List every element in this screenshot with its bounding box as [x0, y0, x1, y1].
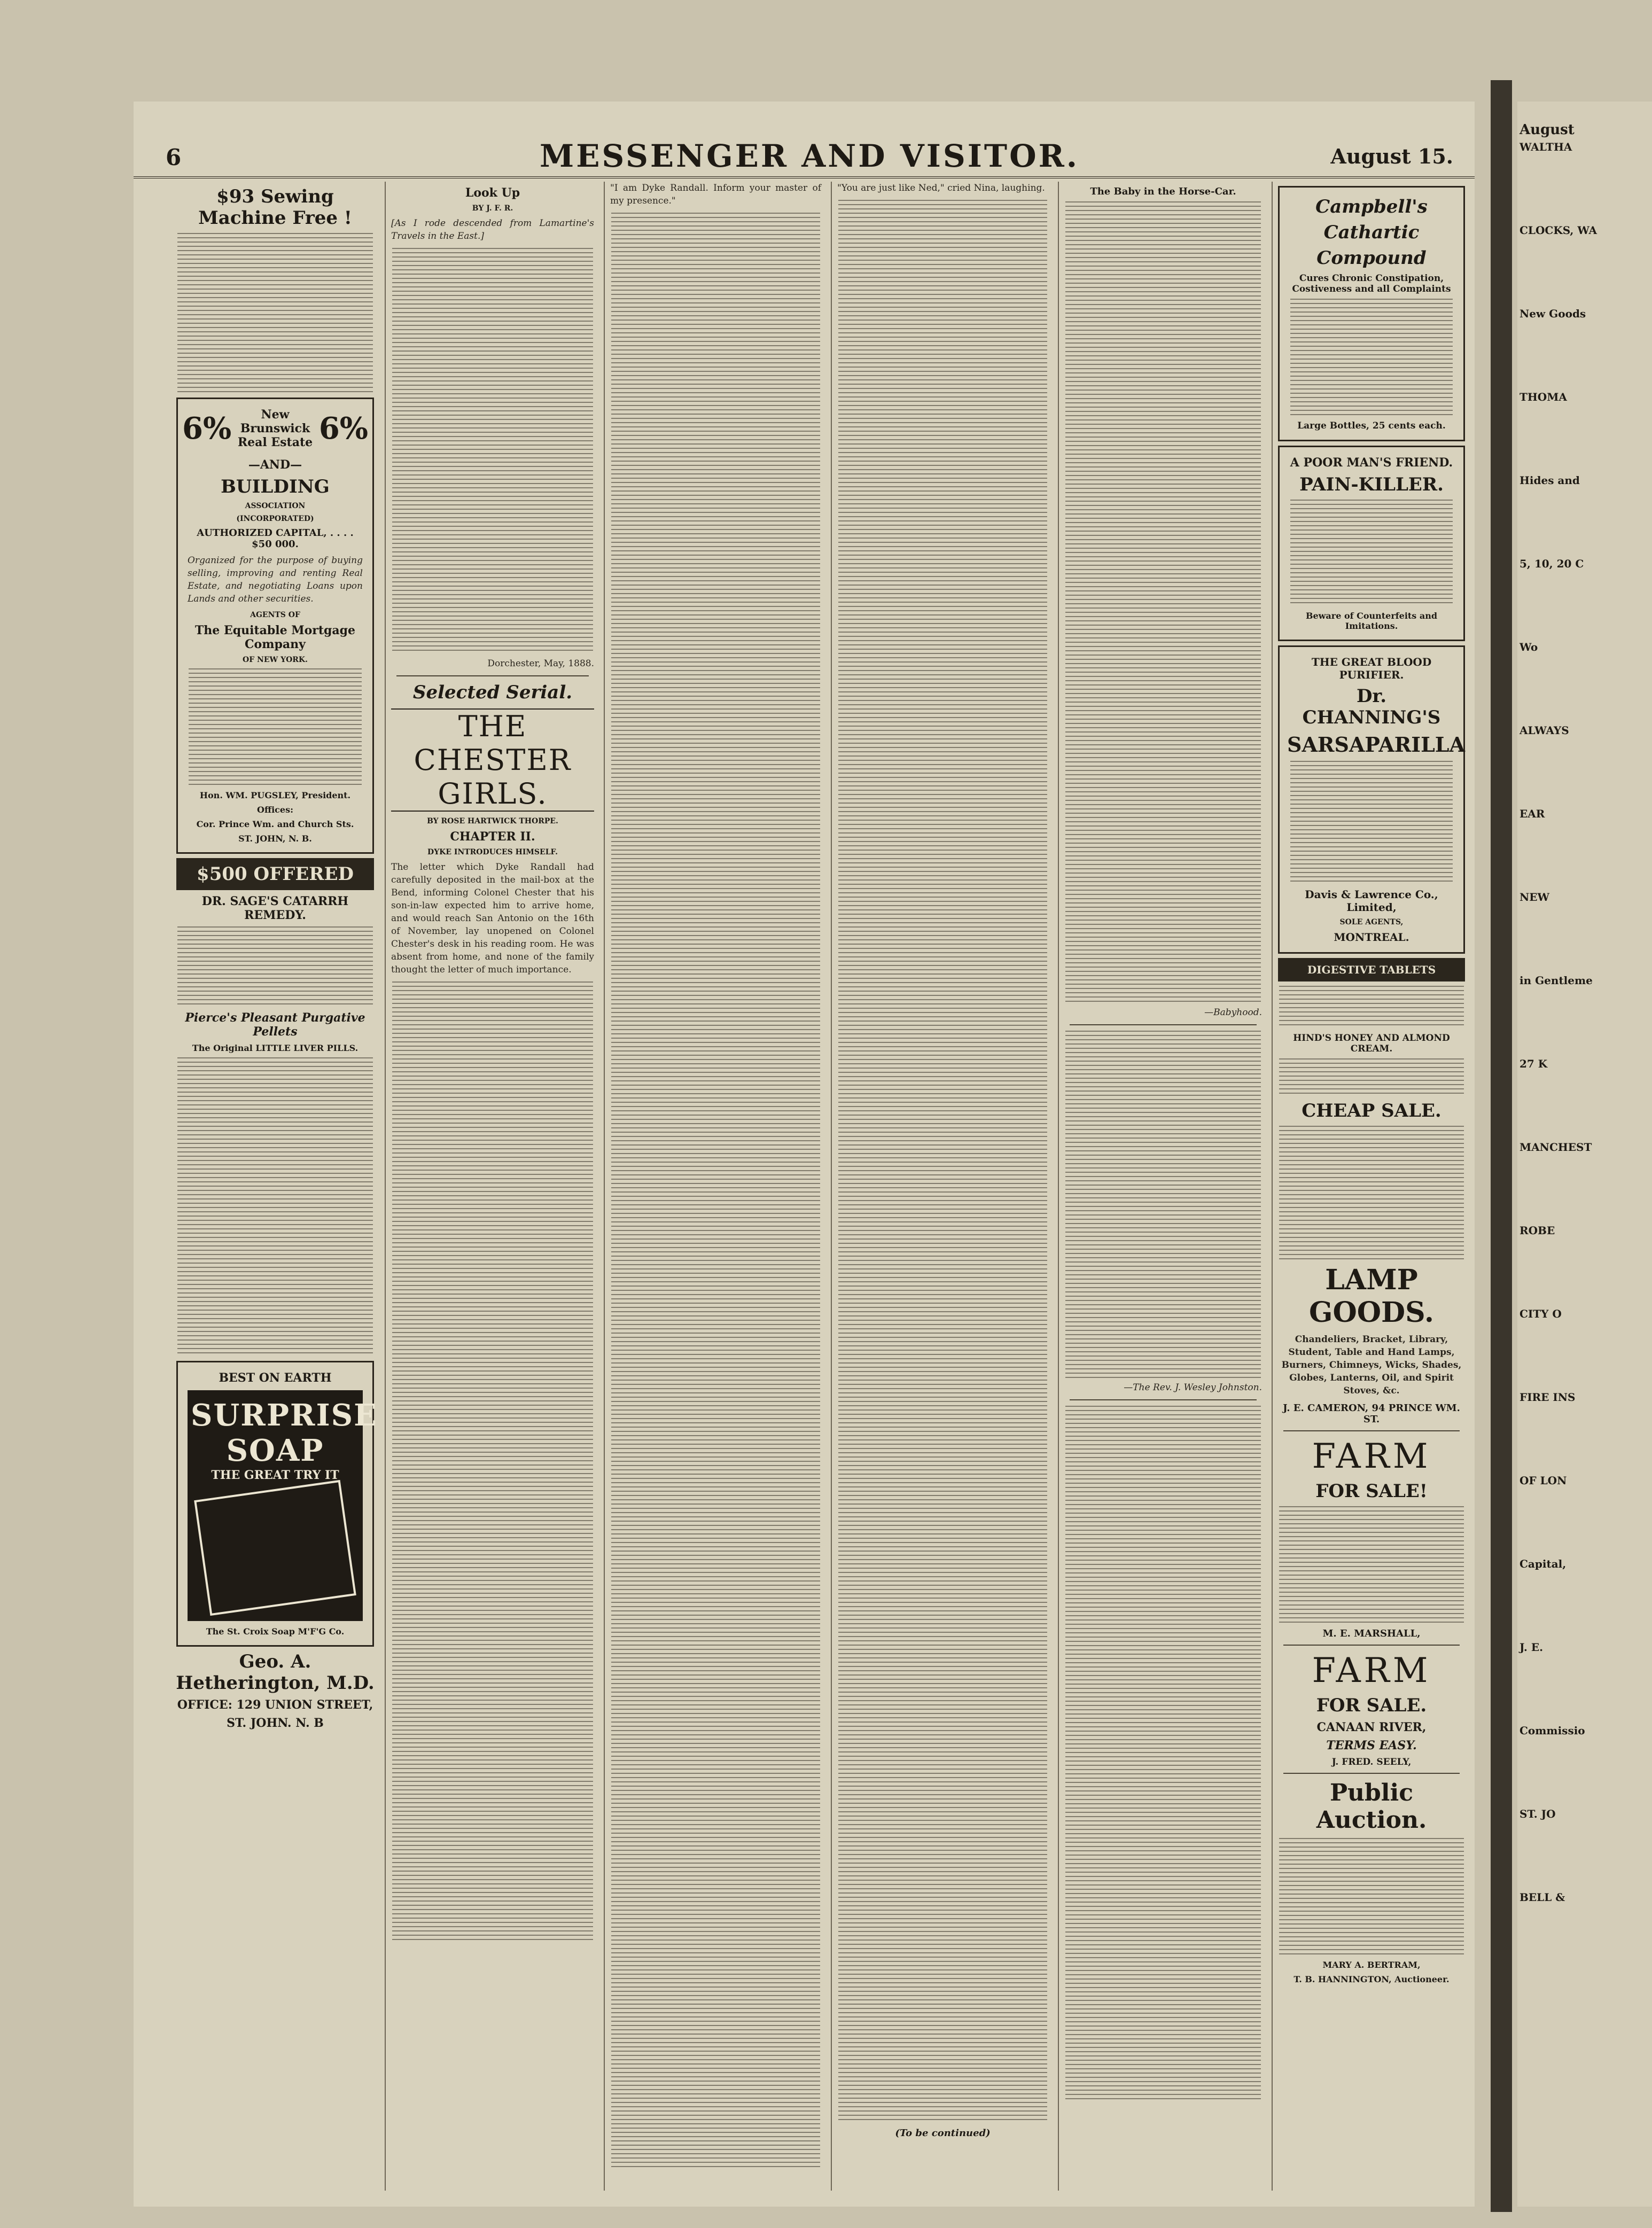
re-offices: Offices:	[257, 805, 293, 815]
page-number: 6	[166, 144, 182, 170]
adjacent-page-item: Hides and	[1519, 474, 1580, 487]
sewing-ad-text	[177, 233, 373, 393]
serial-heading: Selected Serial.	[412, 682, 573, 703]
page-gutter	[1491, 80, 1512, 2212]
adjacent-page-item: Capital,	[1519, 1557, 1567, 1570]
soap-panel	[188, 1390, 378, 1621]
adjacent-page-item: THOMA	[1519, 391, 1567, 403]
serial-author: BY ROSE HARTWICK THORPE.	[427, 817, 558, 825]
soap-name: SURPRISE SOAP	[191, 1398, 378, 1468]
adjacent-page-item: New Goods	[1519, 307, 1586, 320]
sarsaparilla: SARSAPARILLA	[1287, 733, 1466, 757]
purifier: THE GREAT BLOOD PURIFIER.	[1311, 656, 1432, 681]
cheap-sale: CHEAP SALE.	[1302, 1100, 1441, 1121]
adjacent-date: August	[1519, 122, 1575, 138]
re-equitable: The Equitable Mortgage Company	[194, 624, 356, 651]
adjacent-page-item: WALTHA	[1519, 141, 1572, 153]
cameron: J. E. CAMERON, 94 PRINCE WM. ST.	[1283, 1403, 1460, 1425]
divider	[1283, 1430, 1460, 1431]
adjacent-page-item: MANCHEST	[1519, 1141, 1592, 1154]
lamp-goods-list: Chandeliers, Bracket, Library, Student, Table and Hand Lamps, Burners, Chimneys, Wicks, Shades, Globes, Lanterns, Oil, and Spirit Stoves, &c.	[1281, 1334, 1462, 1396]
adjacent-page-item: NEW	[1519, 891, 1549, 903]
painkiller-ad	[1278, 446, 1465, 641]
poem-title: Look Up	[465, 186, 520, 200]
campbell-1: Campbell's	[1315, 196, 1428, 217]
adjacent-page-item: EAR	[1519, 807, 1545, 820]
plymouth-article	[1065, 1031, 1261, 1378]
painkiller-text	[1290, 500, 1453, 606]
re-title: New Brunswick Real Estate	[237, 408, 313, 449]
re-agents: AGENTS OF	[250, 611, 300, 619]
surprise-soap-ad	[176, 1361, 378, 1647]
adjacent-page-item: 27 K	[1519, 1057, 1548, 1070]
auction-text	[1279, 1838, 1464, 1956]
soap-best: BEST ON EARTH	[219, 1371, 332, 1385]
adjacent-page-item: BELL &	[1519, 1891, 1565, 1904]
farm-2-river: CANAAN RIVER,	[1316, 1720, 1427, 1734]
column-1	[171, 182, 379, 2191]
farm-1: FARM	[1312, 1437, 1431, 1476]
baby-article-body	[1065, 201, 1261, 1003]
sewing-machine-ad: $93 Sewing Machine Free !	[198, 186, 352, 229]
serial-text: The letter which Dyke Randall had carefully deposited in the mail-box at the Bend, informing Colonel Chester that his son-in-law expected him to arrive home, and would reach San Antonio on the 16th of November, lay unopened on Colonel Chester's desk in his reading room. He was absent from home, and none of the family thought the letter of much importance.	[391, 862, 594, 975]
adjacent-page-items	[1517, 140, 1652, 1904]
re-corner: Cor. Prince Wm. and Church Sts.	[196, 819, 354, 829]
chapter-number: CHAPTER II.	[450, 830, 535, 844]
col3-opening: "I am Dyke Randall. Inform your master of my presence."	[610, 183, 821, 206]
misc-items	[1065, 1406, 1261, 2100]
campbell-2: Cathartic	[1323, 222, 1420, 243]
percent-left: 6%	[182, 411, 232, 446]
digestive-text	[1279, 986, 1464, 1029]
poem-note: [As I rode descended from Lamartine's Travels in the East.]	[391, 218, 594, 242]
soap-mfg: The St. Croix Soap M'F'G Co.	[206, 1626, 345, 1637]
catarrh-offer: $500 OFFERED	[176, 858, 374, 890]
re-body	[189, 668, 362, 786]
divider	[396, 675, 589, 676]
campbell-cures: Cures Chronic Constipation, Costiveness and all Complaints	[1292, 273, 1451, 294]
to-be-continued: (To be continued)	[895, 2128, 991, 2139]
plymouth-credit: —The Rev. J. Wesley Johnston.	[1124, 1382, 1262, 1393]
hinds-cream: HIND'S HONEY AND ALMOND CREAM.	[1293, 1033, 1450, 1054]
adjacent-page-item: Wo	[1519, 641, 1538, 653]
davis-agents: SOLE AGENTS,	[1339, 918, 1404, 926]
farm-2-terms: TERMS EASY.	[1326, 1739, 1417, 1752]
divider	[1283, 1773, 1460, 1774]
col3-body	[611, 213, 820, 2168]
serial-title: THE CHESTER GIRLS.	[391, 708, 594, 812]
adjacent-page-item: 5, 10, 20 C	[1519, 557, 1584, 570]
poem-text	[392, 248, 593, 654]
campbell-ad	[1278, 186, 1465, 441]
re-and: —AND—	[248, 458, 302, 472]
adjacent-page-item: CITY O	[1519, 1307, 1562, 1320]
real-estate-ad	[176, 398, 374, 854]
catarrh-remedy: DR. SAGE'S CATARRH REMEDY.	[201, 894, 349, 922]
hinds-text	[1279, 1058, 1464, 1096]
adjacent-page-item: FIRE INS	[1519, 1391, 1576, 1404]
doctor-city: ST. JOHN. N. B	[227, 1716, 324, 1730]
re-president: Hon. WM. PUGSLEY, President.	[199, 790, 351, 800]
farm-2-sub: FOR SALE.	[1316, 1695, 1427, 1716]
painkiller-name: PAIN-KILLER.	[1299, 474, 1444, 495]
divider	[1283, 1645, 1460, 1646]
poem-date: Dorchester, May, 1888.	[487, 658, 594, 669]
column-6	[1272, 182, 1470, 2191]
campbell-price: Large Bottles, 25 cents each.	[1297, 420, 1446, 431]
re-association: ASSOCIATION	[245, 502, 306, 510]
issue-date: August 15.	[1330, 144, 1453, 168]
adjacent-page-item: CLOCKS, WA	[1519, 224, 1598, 237]
auction-name: MARY A. BERTRAM,	[1322, 1960, 1421, 1970]
divider	[1070, 1399, 1257, 1400]
lamp-goods: LAMP GOODS.	[1309, 1264, 1434, 1329]
column-5	[1058, 182, 1267, 2191]
serial-body	[392, 981, 593, 1943]
percent-right: 6%	[318, 411, 368, 446]
painkiller-head: A POOR MAN'S FRIEND.	[1290, 456, 1453, 470]
davis: Davis & Lawrence Co., Limited,	[1305, 888, 1438, 914]
campbell-text	[1290, 299, 1453, 416]
channing: Dr. CHANNING'S	[1302, 685, 1441, 728]
campbell-3: Compound	[1316, 247, 1427, 269]
re-building: BUILDING	[221, 476, 330, 497]
column-3	[604, 182, 827, 2191]
baby-credit: —Babyhood.	[1204, 1007, 1262, 1018]
masthead	[134, 134, 1475, 178]
davis-city: MONTREAL.	[1334, 931, 1409, 944]
re-incorporated: (INCORPORATED)	[236, 515, 314, 523]
doctor-name: Geo. A. Hetherington, M.D.	[176, 1651, 375, 1694]
re-purpose: Organized for the purpose of buying selling, improving and renting Real Estate, and negotiating Loans upon Lands and other securities.	[188, 555, 363, 604]
farm-1-owner: M. E. MARSHALL,	[1322, 1628, 1421, 1639]
adjacent-page-item: ROBE	[1519, 1224, 1555, 1237]
catarrh-text	[177, 926, 373, 1007]
re-capital: AUTHORIZED CAPITAL, . . . . $50 000.	[197, 527, 354, 550]
adjacent-page-item: in Gentleme	[1519, 974, 1593, 987]
sarsaparilla-ad	[1278, 645, 1465, 954]
newspaper-title: MESSENGER AND VISITOR.	[540, 138, 1079, 174]
adjacent-page-item: J. E.	[1519, 1641, 1544, 1654]
poem-author: BY J. F. R.	[472, 204, 513, 213]
adjacent-page-item: Commissio	[1519, 1724, 1585, 1737]
column-2	[385, 182, 599, 2191]
re-ny: OF NEW YORK.	[243, 656, 308, 664]
re-city: ST. JOHN, N. B.	[238, 833, 312, 844]
col4-body	[838, 200, 1047, 2123]
digestive-tablets: DIGESTIVE TABLETS	[1278, 958, 1465, 981]
public-auction: Public Auction.	[1316, 1779, 1427, 1834]
column-4	[831, 182, 1054, 2191]
sarsaparilla-text	[1290, 761, 1453, 884]
pierce-sub: The Original LITTLE LIVER PILLS.	[192, 1043, 359, 1053]
baby-article-title: The Baby in the Horse-Car.	[1090, 186, 1236, 197]
farm-2-contact: J. FRED. SEELY,	[1331, 1757, 1412, 1767]
adjacent-page-item: ALWAYS	[1519, 724, 1569, 737]
doctor-office: OFFICE: 129 UNION STREET,	[177, 1698, 373, 1712]
soap-try: THE GREAT TRY IT	[211, 1468, 339, 1482]
farm-1-text	[1279, 1506, 1464, 1624]
col4-opening: "You are just like Ned," cried Nina, laughing.	[837, 183, 1045, 193]
divider	[1070, 1024, 1257, 1025]
soap-bar-image	[194, 1480, 356, 1616]
pierce-pellets: Pierce's Pleasant Purgative Pellets	[185, 1011, 365, 1039]
adjacent-page-item: OF LON	[1519, 1474, 1567, 1487]
chapter-subtitle: DYKE INTRODUCES HIMSELF.	[427, 848, 558, 856]
adjacent-page-item: ST. JO	[1519, 1808, 1556, 1820]
cheap-sale-text	[1279, 1126, 1464, 1259]
auctioneer: T. B. HANNINGTON, Auctioneer.	[1293, 1974, 1450, 1984]
painkiller-beware: Beware of Counterfeits and Imitations.	[1305, 611, 1438, 631]
farm-2: FARM	[1312, 1651, 1431, 1691]
legal-notice-text	[177, 1057, 373, 1357]
farm-1-sub: FOR SALE!	[1315, 1481, 1428, 1502]
adjacent-page	[1517, 102, 1652, 2207]
